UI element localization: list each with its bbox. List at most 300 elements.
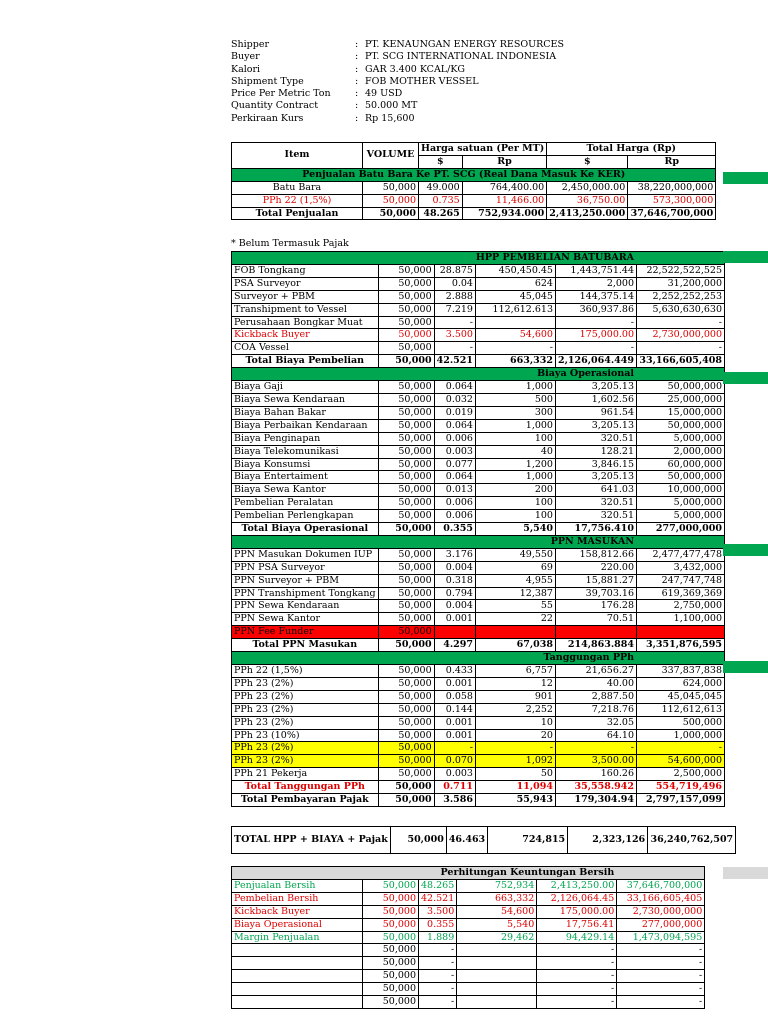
cell-trp: 5,000,000 (637, 497, 725, 510)
cell-rp: 1,000 (475, 471, 555, 484)
cell-vol: 50,000 (378, 406, 434, 419)
cell-tusd: - (555, 342, 636, 355)
table-row (232, 445, 725, 458)
cell-usd: 0.004 (434, 600, 475, 613)
cell-vol: 50,000 (378, 548, 434, 561)
table-row (232, 329, 725, 342)
cell-rp: 752,934 (457, 879, 537, 892)
table-row (232, 639, 725, 652)
cell-trp: 337,837,838 (637, 665, 725, 678)
table-row (232, 613, 725, 626)
cell-vol: 50,000 (378, 613, 434, 626)
cell-usd: 7.219 (434, 303, 475, 316)
cell-tusd: 360,937.86 (555, 303, 636, 316)
cell-rp: 50 (475, 768, 555, 781)
grand-total-total-rp: 36,240,762,507 (648, 827, 736, 854)
cell-usd: 48.265 (419, 879, 457, 892)
cell-tusd: 128.21 (555, 445, 636, 458)
cell-vol: 50,000 (363, 207, 419, 220)
cell-item: Total Tanggungan PPh (232, 781, 379, 794)
cell-rp (457, 970, 537, 983)
cell-rp: 12 (475, 677, 555, 690)
cell-item: PPN Sewa Kantor (232, 613, 379, 626)
cell-vol: 50,000 (363, 931, 419, 944)
cell-rp: 6,757 (475, 665, 555, 678)
cell-rp: 663,332 (475, 355, 555, 368)
cell-item: PPh 23 (2%) (232, 742, 379, 755)
info-label: Quantity Contract (231, 100, 319, 112)
cell-usd: 3.500 (419, 905, 457, 918)
cell-tusd: 3,205.13 (555, 419, 636, 432)
cell-tusd: - (537, 970, 617, 983)
cell-usd: 0.013 (434, 484, 475, 497)
cell-trp: 45,045,045 (637, 690, 725, 703)
header-usd: $ (419, 155, 463, 168)
cell-rp: 54,600 (475, 329, 555, 342)
operasional-title: Biaya Operasional (232, 368, 725, 381)
cell-item: Pembelian Bersih (232, 892, 363, 905)
cell-usd: 48.265 (419, 207, 463, 220)
cell-usd: 3.586 (434, 794, 475, 807)
cell-item: Biaya Perbaikan Kendaraan (232, 419, 379, 432)
info-value: PT. SCG INTERNATIONAL INDONESIA (365, 51, 557, 63)
cell-rp: 764,400.00 (462, 181, 547, 194)
cell-vol: 50,000 (378, 768, 434, 781)
grand-total-rp: 724,815 (488, 827, 568, 854)
cell-usd: - (434, 742, 475, 755)
cell-usd: - (419, 996, 457, 1009)
hpp-title: HPP PEMBELIAN BATUBARA (232, 252, 725, 265)
table-row (232, 742, 725, 755)
table-row (232, 970, 705, 983)
cell-vol: 50,000 (363, 194, 419, 207)
cell-trp: 3,432,000 (637, 561, 725, 574)
cell-usd: 1.889 (419, 931, 457, 944)
green-marker (723, 544, 768, 556)
cell-tusd: 64.10 (555, 729, 636, 742)
table-row (232, 574, 725, 587)
cell-item: Biaya Konsumsi (232, 458, 379, 471)
header-rp: Rp (462, 155, 547, 168)
header-total-usd: $ (547, 155, 628, 168)
cell-vol: 50,000 (378, 393, 434, 406)
cell-rp (457, 957, 537, 970)
cell-item: PPh 23 (2%) (232, 690, 379, 703)
cell-usd (434, 626, 475, 639)
cell-trp: - (637, 342, 725, 355)
cell-item: PPN Masukan Dokumen IUP (232, 548, 379, 561)
cell-tusd: - (555, 742, 636, 755)
table-row (232, 983, 705, 996)
cell-item: PPN Sewa Kendaraan (232, 600, 379, 613)
penjualan-title-row (232, 168, 716, 181)
cell-usd: 0.004 (434, 561, 475, 574)
cell-tusd: 2,887.50 (555, 690, 636, 703)
cell-rp: 54,600 (457, 905, 537, 918)
cell-tusd (555, 626, 636, 639)
cell-usd: 0.032 (434, 393, 475, 406)
cell-usd: 0.003 (434, 768, 475, 781)
table-row (232, 264, 725, 277)
cell-rp: 5,540 (475, 523, 555, 536)
table-row (232, 458, 725, 471)
cell-tusd: 3,205.13 (555, 471, 636, 484)
cell-tusd: 158,812.66 (555, 548, 636, 561)
cell-rp: 22 (475, 613, 555, 626)
table-row (232, 794, 725, 807)
cell-tusd: 1,602.56 (555, 393, 636, 406)
info-colon: : (355, 75, 359, 87)
cell-trp: 624,000 (637, 677, 725, 690)
cell-tusd: 70.51 (555, 613, 636, 626)
cell-trp: 15,000,000 (637, 406, 725, 419)
table-row (232, 996, 705, 1009)
cell-item: Batu Bara (232, 181, 363, 194)
cell-rp: 40 (475, 445, 555, 458)
cell-item: PPN Transhipment Tongkang (232, 587, 379, 600)
cell-vol: 50,000 (378, 690, 434, 703)
tax-note: * Belum Termasuk Pajak (231, 238, 349, 249)
cell-trp: - (617, 957, 705, 970)
cell-trp: 277,000,000 (637, 523, 725, 536)
info-label: Perkiraan Kurs (231, 112, 304, 124)
cell-trp: 60,000,000 (637, 458, 725, 471)
cell-trp: 33,166,605,405 (617, 892, 705, 905)
cell-vol: 50,000 (378, 626, 434, 639)
cell-tusd: - (537, 996, 617, 1009)
cell-tusd: 17,756.410 (555, 523, 636, 536)
table-row (232, 879, 705, 892)
info-value: Rp 15,600 (365, 112, 415, 124)
cell-vol: 50,000 (378, 742, 434, 755)
cell-usd: 28.875 (434, 264, 475, 277)
cell-item: PSA Surveyor (232, 277, 379, 290)
cell-rp: 624 (475, 277, 555, 290)
grand-total-table (231, 826, 736, 854)
cell-item: Total Pembayaran Pajak (232, 794, 379, 807)
cell-usd: 0.003 (434, 445, 475, 458)
table-row (232, 548, 725, 561)
info-label: Price Per Metric Ton (231, 88, 331, 100)
cell-item: Biaya Entertaiment (232, 471, 379, 484)
profit-title-row (232, 867, 705, 880)
cell-trp: 2,730,000,000 (617, 905, 705, 918)
cell-item: Biaya Bahan Bakar (232, 406, 379, 419)
table-row (232, 768, 725, 781)
cell-item: Perusahaan Bongkar Muat (232, 316, 379, 329)
cell-trp: 500,000 (637, 716, 725, 729)
cell-item: Kickback Buyer (232, 329, 379, 342)
cell-vol: 50,000 (378, 587, 434, 600)
cell-tusd: 39,703.16 (555, 587, 636, 600)
cell-trp: 33,166,605,408 (637, 355, 725, 368)
green-marker (723, 372, 768, 384)
cell-item: PPN PSA Surveyor (232, 561, 379, 574)
cell-vol: 50,000 (378, 355, 434, 368)
table-row (232, 381, 725, 394)
cell-tusd: 21,656.27 (555, 665, 636, 678)
cell-usd: 0.019 (434, 406, 475, 419)
info-colon: : (355, 88, 359, 100)
cell-vol: 50,000 (378, 342, 434, 355)
cell-item: Biaya Operasional (232, 918, 363, 931)
cell-rp (457, 996, 537, 1009)
cell-usd: - (434, 342, 475, 355)
cell-usd: 42.521 (419, 892, 457, 905)
cell-vol: 50,000 (378, 329, 434, 342)
cell-trp: 554,719,496 (637, 781, 725, 794)
cell-tusd: 176.28 (555, 600, 636, 613)
cell-vol: 50,000 (378, 264, 434, 277)
table-row (232, 690, 725, 703)
cell-rp: - (475, 742, 555, 755)
cell-vol: 50,000 (363, 879, 419, 892)
cell-tusd: - (537, 983, 617, 996)
cell-usd: 0.735 (419, 194, 463, 207)
info-value: PT. KENAUNGAN ENERGY RESOURCES (365, 39, 564, 50)
cell-usd: 0.144 (434, 703, 475, 716)
cell-trp: 2,730,000,000 (637, 329, 725, 342)
cell-rp: 2,252 (475, 703, 555, 716)
green-marker (723, 251, 768, 263)
cell-rp: 4,955 (475, 574, 555, 587)
cell-tusd: 3,846.15 (555, 458, 636, 471)
cell-rp: 5,540 (457, 918, 537, 931)
cell-item: PPN Fee Funder (232, 626, 379, 639)
ppn-title: PPN MASUKAN (232, 535, 725, 548)
table-row (232, 406, 725, 419)
cell-trp: 277,000,000 (617, 918, 705, 931)
cell-item: Total Penjualan (232, 207, 363, 220)
cell-vol: 50,000 (378, 755, 434, 768)
cell-vol: 50,000 (378, 419, 434, 432)
cell-tusd: 220.00 (555, 561, 636, 574)
profit-table (231, 866, 705, 1009)
table-row (232, 290, 725, 303)
cell-tusd: 36,750.00 (547, 194, 628, 207)
cell-rp: 663,332 (457, 892, 537, 905)
ppn-title-row (232, 535, 725, 548)
cell-vol: 50,000 (378, 703, 434, 716)
cell-usd: 4.297 (434, 639, 475, 652)
cell-rp: 901 (475, 690, 555, 703)
cell-usd: 0.006 (434, 497, 475, 510)
cell-trp: - (637, 742, 725, 755)
cell-vol: 50,000 (378, 458, 434, 471)
cell-tusd: 320.51 (555, 510, 636, 523)
cell-item: PPh 22 (1,5%) (232, 194, 363, 207)
cell-trp: 2,797,157,099 (637, 794, 725, 807)
cell-vol: 50,000 (378, 510, 434, 523)
info-label: Kalori (231, 63, 261, 75)
gray-marker (723, 867, 768, 879)
cell-usd: 3.176 (434, 548, 475, 561)
cell-trp: - (617, 944, 705, 957)
info-label: Shipment Type (231, 75, 304, 87)
table-row (232, 781, 725, 794)
cell-item: Margin Penjualan (232, 931, 363, 944)
cell-tusd: 3,500.00 (555, 755, 636, 768)
table-row (232, 561, 725, 574)
cell-item (232, 944, 363, 957)
cell-vol: 50,000 (378, 729, 434, 742)
cell-item: Transhipment to Vessel (232, 303, 379, 316)
cell-trp: 2,477,477,478 (637, 548, 725, 561)
cell-tusd: 144,375.14 (555, 290, 636, 303)
info-row (231, 51, 564, 63)
cell-usd: 0.006 (434, 510, 475, 523)
info-value: 50.000 MT (365, 100, 418, 112)
cell-trp: 619,369,369 (637, 587, 725, 600)
cell-tusd: 641.03 (555, 484, 636, 497)
cell-rp: 11,466.00 (462, 194, 547, 207)
hpp-title-row (232, 252, 725, 265)
cell-tusd: 40.00 (555, 677, 636, 690)
cell-rp (457, 944, 537, 957)
cell-tusd: 94,429.14 (537, 931, 617, 944)
cell-rp: 100 (475, 432, 555, 445)
cell-trp (637, 626, 725, 639)
table-row (232, 944, 705, 957)
info-label: Buyer (231, 51, 260, 63)
cell-usd: 2.888 (434, 290, 475, 303)
cell-usd: - (419, 944, 457, 957)
table-row (232, 755, 725, 768)
cell-trp: 22,522,522,525 (637, 264, 725, 277)
cell-tusd: 961.54 (555, 406, 636, 419)
cell-item (232, 970, 363, 983)
cell-trp: 50,000,000 (637, 381, 725, 394)
cell-usd: 0.077 (434, 458, 475, 471)
info-colon: : (355, 100, 359, 112)
cell-vol: 50,000 (378, 432, 434, 445)
cell-item: Penjualan Bersih (232, 879, 363, 892)
table-row (232, 419, 725, 432)
cell-tusd: 2,450,000.00 (547, 181, 628, 194)
cell-vol: 50,000 (363, 944, 419, 957)
cell-trp: 25,000,000 (637, 393, 725, 406)
table-row (232, 432, 725, 445)
info-label: Shipper (231, 39, 269, 50)
cell-rp: 20 (475, 729, 555, 742)
cell-trp: 112,612,613 (637, 703, 725, 716)
table-row (232, 497, 725, 510)
cell-rp: 200 (475, 484, 555, 497)
cell-usd: 0.04 (434, 277, 475, 290)
cell-trp: 2,252,252,253 (637, 290, 725, 303)
cell-rp: 10 (475, 716, 555, 729)
cell-vol: 50,000 (378, 600, 434, 613)
cell-tusd: - (537, 957, 617, 970)
cell-item: PPh 23 (2%) (232, 755, 379, 768)
cell-tusd: - (537, 944, 617, 957)
cell-rp: 450,450.45 (475, 264, 555, 277)
cell-item: PPh 23 (2%) (232, 677, 379, 690)
cell-tusd: 175,000.00 (537, 905, 617, 918)
cell-trp: 10,000,000 (637, 484, 725, 497)
info-row (231, 113, 564, 125)
cell-trp: 2,500,000 (637, 768, 725, 781)
info-row (231, 88, 564, 100)
cell-item: Pembelian Peralatan (232, 497, 379, 510)
cell-trp: 2,750,000 (637, 600, 725, 613)
cell-vol: 50,000 (378, 445, 434, 458)
cell-vol: 50,000 (378, 677, 434, 690)
cell-vol: 50,000 (378, 497, 434, 510)
cell-item: Total Biaya Pembelian (232, 355, 379, 368)
cell-vol: 50,000 (378, 639, 434, 652)
cell-tusd: 175,000.00 (555, 329, 636, 342)
info-colon: : (355, 63, 359, 75)
cell-trp: 54,600,000 (637, 755, 725, 768)
cell-rp: 12,387 (475, 587, 555, 600)
cell-usd: - (419, 957, 457, 970)
cell-trp: 5,630,630,630 (637, 303, 725, 316)
profit-title: Perhitungan Keuntungan Bersih (232, 867, 705, 880)
cell-usd: 0.711 (434, 781, 475, 794)
cell-usd: 42.521 (434, 355, 475, 368)
cell-usd: 0.001 (434, 729, 475, 742)
table-row (232, 510, 725, 523)
operasional-title-row (232, 368, 725, 381)
table-row (232, 316, 725, 329)
cell-tusd: 15,881.27 (555, 574, 636, 587)
cell-usd: 0.001 (434, 677, 475, 690)
cell-item: Biaya Gaji (232, 381, 379, 394)
cell-rp (475, 626, 555, 639)
cell-item: Biaya Sewa Kantor (232, 484, 379, 497)
cell-trp: 50,000,000 (637, 471, 725, 484)
cell-item: PPh 23 (2%) (232, 703, 379, 716)
cell-tusd: 1,443,751.44 (555, 264, 636, 277)
cell-tusd: 2,000 (555, 277, 636, 290)
cell-vol: 50,000 (363, 181, 419, 194)
table-row (232, 181, 716, 194)
cell-rp: 55,943 (475, 794, 555, 807)
cell-rp: 45,045 (475, 290, 555, 303)
cell-vol: 50,000 (378, 716, 434, 729)
shipment-info (231, 39, 564, 125)
cell-rp: 100 (475, 510, 555, 523)
table-row (232, 665, 725, 678)
cell-usd: - (434, 316, 475, 329)
cell-item: FOB Tongkang (232, 264, 379, 277)
cell-trp: 1,000,000 (637, 729, 725, 742)
table-row (232, 393, 725, 406)
cell-vol: 50,000 (378, 665, 434, 678)
cell-usd: - (419, 983, 457, 996)
cell-tusd: 214,863.884 (555, 639, 636, 652)
cell-vol: 50,000 (363, 957, 419, 970)
cell-trp: 5,000,000 (637, 510, 725, 523)
cell-rp: 1,200 (475, 458, 555, 471)
info-colon: : (355, 39, 359, 50)
cell-rp: 300 (475, 406, 555, 419)
header-volume: VOLUME (363, 143, 419, 169)
table-row (232, 277, 725, 290)
table-row (232, 303, 725, 316)
cell-trp: 3,351,876,595 (637, 639, 725, 652)
cell-trp: 2,000,000 (637, 445, 725, 458)
cell-usd: 0.064 (434, 381, 475, 394)
cell-trp: - (617, 996, 705, 1009)
info-row (231, 39, 564, 51)
green-marker (723, 172, 768, 184)
pph-title-row (232, 652, 725, 665)
grand-total-total-usd: 2,323,126 (568, 827, 648, 854)
cell-trp: - (637, 316, 725, 329)
cell-trp: - (617, 983, 705, 996)
